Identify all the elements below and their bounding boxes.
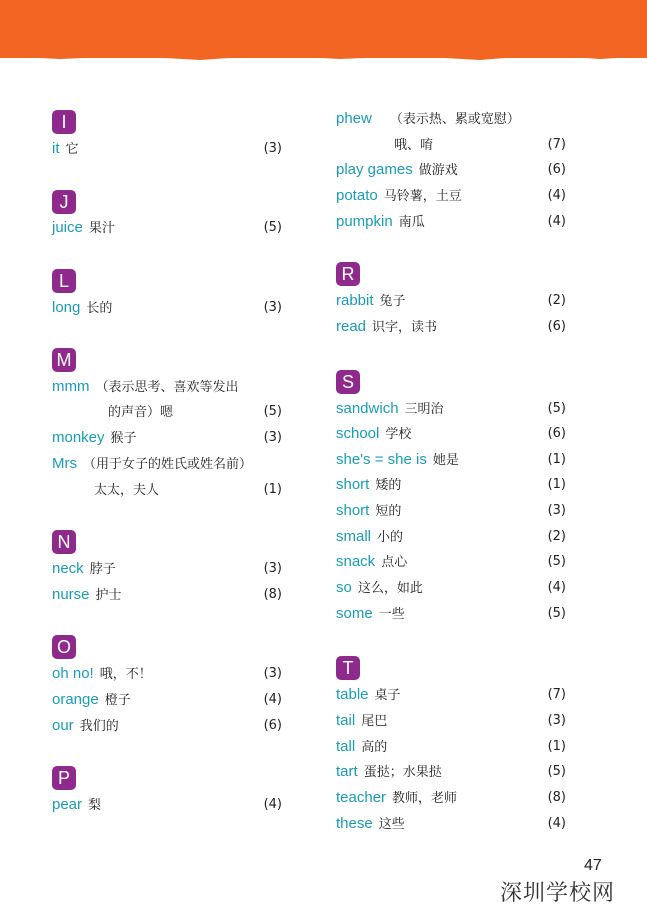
entry-meaning: 脖子 [89,562,116,577]
entry-word: some [336,605,373,622]
entry-word: our [52,717,74,734]
top-orange-band [0,0,647,58]
entry-row [52,376,282,398]
entry-word: tall [336,738,356,755]
entry-meaning: 点心 [381,555,408,570]
entry-meaning: 尾巴 [361,714,388,729]
entry-meaning: 矮的 [375,478,402,493]
entry-word: play games [336,161,413,178]
entry-unit-number: (6) [547,319,566,334]
entry-unit-number: (3) [263,561,282,576]
entry-row [336,290,566,312]
entry-meaning: 哦，不！ [99,667,152,682]
entry-meaning: 果汁 [88,221,115,236]
band-torn-edge [0,52,647,64]
entry-word: juice [52,219,83,236]
entry-meaning: 桌子 [374,688,401,703]
entry-meaning: 橙子 [104,693,131,708]
entry-meaning: （用于女子的姓氏或姓名前） [83,457,253,472]
entry-word: tail [336,712,356,729]
entry-row [336,474,566,496]
entry-meaning: 长的 [86,301,113,316]
entry-word: short [336,502,370,519]
entry-meaning: （表示思考、喜欢等发出 [95,380,239,395]
entry-row [336,108,566,130]
entry-row-continued [52,479,282,501]
entry-unit-number: (3) [547,713,566,728]
entry-row [52,453,282,475]
section-letter-p: P [52,766,76,790]
entry-unit-number: (1) [547,477,566,492]
entry-unit-number: (3) [263,666,282,681]
page-number: 47 [584,857,602,874]
entry-unit-number: (7) [547,687,566,702]
entry-unit-number: (3) [263,141,282,156]
entry-word: rabbit [336,292,374,309]
entry-meaning: 识字，读书 [372,320,438,335]
entry-meaning: （表示热、累或宽慰） [389,112,520,127]
entry-row [336,159,566,181]
entry-row [336,761,566,783]
entry-meaning: 这么，如此 [357,581,423,596]
section-letter-s: S [336,370,360,394]
section-letter-n: N [52,530,76,554]
entry-word: mmm [52,378,90,395]
entry-unit-number: (4) [547,816,566,831]
entry-word: snack [336,553,376,570]
entry-row [336,423,566,445]
entry-meaning: 我们的 [79,719,119,734]
entry-word: sandwich [336,400,399,417]
entry-meaning: 哦、唷 [394,138,434,153]
entry-row [336,710,566,732]
entry-row [336,787,566,809]
entry-unit-number: (5) [547,764,566,779]
entry-meaning: 做游戏 [418,163,458,178]
entry-word: short [336,476,370,493]
entry-word: orange [52,691,99,708]
entry-row [52,689,282,711]
entry-unit-number: (5) [263,404,282,419]
section-letter-j: J [52,190,76,214]
entry-unit-number: (6) [547,162,566,177]
entry-unit-number: (5) [263,220,282,235]
entry-unit-number: (5) [547,401,566,416]
entry-meaning: 学校 [385,427,412,442]
entry-word: so [336,579,352,596]
entry-meaning: 兔子 [379,294,406,309]
entry-meaning: 猴子 [110,431,137,446]
entry-word: school [336,425,380,442]
section-letter-i: I [52,110,76,134]
entry-meaning: 高的 [361,740,388,755]
entry-row [336,684,566,706]
entry-row [336,211,566,233]
entry-unit-number: (1) [547,739,566,754]
entry-unit-number: (2) [547,293,566,308]
entry-row [336,551,566,573]
section-letter-m: M [52,348,76,372]
entry-word: Mrs [52,455,77,472]
entry-word: teacher [336,789,387,806]
entry-row [52,138,282,160]
entry-row [52,217,282,239]
entry-unit-number: (3) [263,300,282,315]
entry-word: table [336,686,369,703]
entry-meaning: 小的 [377,530,404,545]
entry-unit-number: (1) [547,452,566,467]
entry-word: oh no! [52,665,94,682]
entry-row-continued [52,401,282,423]
section-letter-t: T [336,656,360,680]
entry-meaning: 三明治 [404,402,444,417]
entry-unit-number: (5) [547,606,566,621]
entry-meaning: 教师，老师 [392,791,458,806]
entry-row [336,526,566,548]
entry-word: pear [52,796,83,813]
entry-unit-number: (6) [263,718,282,733]
watermark-text: 深圳学校网 [500,881,616,906]
entry-row [336,736,566,758]
entry-row [52,794,282,816]
entry-meaning: 马铃薯，土豆 [383,189,462,204]
entry-row [336,577,566,599]
entry-word: these [336,815,373,832]
entry-unit-number: (4) [547,214,566,229]
section-letter-r: R [336,262,360,286]
entry-unit-number: (4) [547,580,566,595]
entry-row [336,500,566,522]
entry-meaning: 这些 [378,817,405,832]
entry-unit-number: (7) [547,137,566,152]
entry-row [52,558,282,580]
entry-word: neck [52,560,84,577]
entry-unit-number: (5) [547,554,566,569]
entry-unit-number: (4) [263,797,282,812]
entry-row [52,663,282,685]
entry-word: tart [336,763,358,780]
entry-row [336,449,566,471]
entry-word: monkey [52,429,105,446]
entry-unit-number: (1) [263,482,282,497]
entry-word: nurse [52,586,90,603]
entry-unit-number: (4) [547,188,566,203]
entry-row [336,316,566,338]
entry-meaning: 的声音）嗯 [108,405,174,420]
entry-unit-number: (4) [263,692,282,707]
entry-row-continued [336,134,566,156]
entry-unit-number: (8) [263,587,282,602]
entry-meaning: 一些 [378,607,405,622]
entry-meaning: 她是 [432,453,459,468]
entry-meaning: 南瓜 [398,215,425,230]
entry-meaning: 梨 [88,798,102,813]
entry-row [52,715,282,737]
entry-word: read [336,318,367,335]
entry-row [52,297,282,319]
entry-unit-number: (3) [263,430,282,445]
entry-row [52,584,282,606]
section-letter-o: O [52,635,76,659]
entry-word: small [336,528,372,545]
entry-word: it [52,140,60,157]
entry-row [336,813,566,835]
entry-meaning: 蛋挞；水果挞 [363,765,442,780]
entry-meaning: 护士 [95,588,122,603]
entry-word: phew [336,110,372,127]
entry-word: pumpkin [336,213,393,230]
entry-word: potato [336,187,378,204]
entry-unit-number: (2) [547,529,566,544]
entry-unit-number: (3) [547,503,566,518]
entry-row [336,185,566,207]
entry-row [336,398,566,420]
section-letter-l: L [52,269,76,293]
entry-unit-number: (6) [547,426,566,441]
entry-row [336,603,566,625]
entry-word: she's = she is [336,451,427,468]
entry-unit-number: (8) [547,790,566,805]
entry-meaning: 短的 [375,504,402,519]
entry-meaning: 太太，夫人 [94,483,160,498]
entry-meaning: 它 [65,142,79,157]
entry-row [52,427,282,449]
entry-word: long [52,299,81,316]
